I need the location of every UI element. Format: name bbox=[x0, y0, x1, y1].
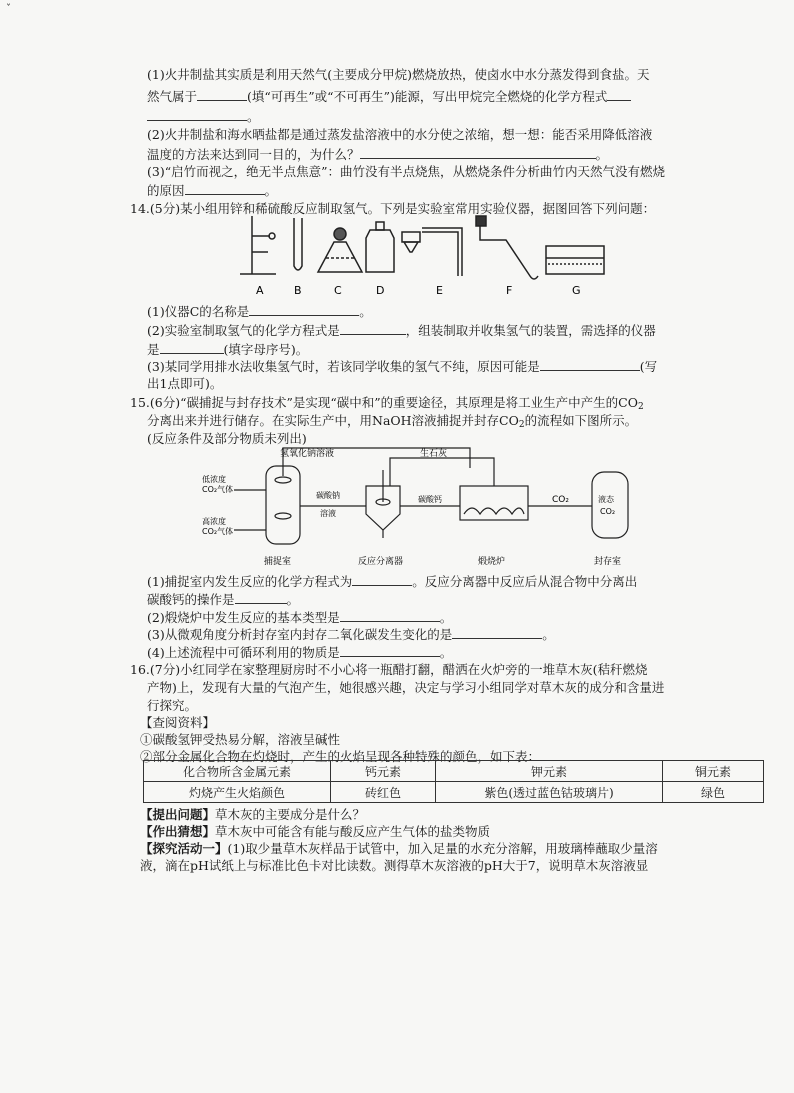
q14-part3-line2: 出1点即可)。 bbox=[147, 376, 223, 391]
q15-sub: 2 bbox=[518, 420, 525, 430]
q15-sub: 2 bbox=[637, 402, 644, 412]
label-liquid-co2: CO₂ bbox=[600, 507, 616, 516]
answer-blank[interactable] bbox=[340, 643, 440, 657]
q14-text: (1)仪器C的名称是 bbox=[147, 304, 250, 319]
label-co2: CO₂ bbox=[552, 495, 569, 505]
q14-header: 14.(5分)某小组用锌和稀硫酸反应制取氢气。下列是实验室常用实验仪器，据图回答下列问题： bbox=[130, 201, 656, 216]
q16-info-title: 【查阅资料】 bbox=[140, 715, 216, 730]
q16-activity1-line2: 液，滴在pH试纸上与标准比色卡对比读数。测得草木灰溶液的pH大于7，说明草木灰溶液显 bbox=[140, 858, 649, 873]
q15-text: 15.(6分)“碳捕捉与封存技术”是实现“碳中和”的重要途径，其原理是将工业生产中产生的CO bbox=[130, 395, 638, 410]
q13-text: 。 bbox=[264, 183, 278, 198]
apparatus-label-f: F bbox=[506, 284, 513, 297]
q15-part4 bbox=[147, 643, 452, 662]
label-liquid: 液态 bbox=[598, 495, 614, 504]
apparatus-label-a: A bbox=[256, 284, 264, 297]
answer-blank[interactable] bbox=[185, 181, 265, 195]
q15-text: 碳酸钙的操作是 bbox=[147, 592, 235, 607]
table-cell: 铜元素 bbox=[663, 761, 764, 782]
q15-text: 。 bbox=[439, 610, 453, 625]
q15-text: (1)捕捉室内发生反应的化学方程式为 bbox=[147, 574, 353, 589]
label-low-co2-gas: CO₂气体 bbox=[202, 485, 234, 494]
label-lime: 生石灰 bbox=[420, 449, 448, 459]
q13-part3-line2 bbox=[147, 181, 277, 200]
q15-text: (3)从微观角度分析封存室内封存二氧化碳发生变化的是 bbox=[147, 627, 453, 642]
q16-guess bbox=[140, 823, 490, 841]
co2-capture-flow-diagram bbox=[200, 446, 650, 570]
section-tag: 【探究活动一】 bbox=[140, 841, 228, 856]
q13-part2-line2 bbox=[147, 145, 608, 164]
q16-text: 草木灰的主要成分是什么？ bbox=[215, 807, 366, 822]
q15-header-line3: (反应条件及部分物质未列出) bbox=[147, 431, 307, 446]
q13-text: 温度的方法来达到同一目的，为什么？ bbox=[147, 147, 360, 162]
q14-part1 bbox=[147, 302, 372, 321]
q13-part1-line2 bbox=[147, 87, 631, 106]
test-tube-icon bbox=[294, 218, 302, 270]
q13-text: (填“可再生”或“不可再生”)能源，写出甲烷完全燃烧的化学方程式 bbox=[247, 89, 608, 104]
label-reaction-separator: 反应分离器 bbox=[358, 557, 404, 567]
table-row bbox=[144, 761, 764, 782]
answer-blank[interactable] bbox=[340, 321, 406, 335]
label-naoh: 氢氧化钠溶液 bbox=[280, 449, 335, 459]
q16-header-line3: 行探究。 bbox=[147, 698, 198, 713]
table-cell: 钙元素 bbox=[331, 761, 436, 782]
apparatus-label-c: C bbox=[334, 284, 342, 297]
water-trough-icon bbox=[546, 246, 604, 274]
q16-info-1: ①碳酸氢钾受热易分解，溶液呈碱性 bbox=[140, 732, 341, 747]
answer-blank[interactable] bbox=[352, 572, 412, 586]
table-cell: 钾元素 bbox=[436, 761, 663, 782]
q13-part1-line1: (1)火井制盐其实质是利用天然气(主要成分甲烷)燃烧放热，使卤水中水分蒸发得到食盐。天 bbox=[147, 67, 650, 82]
apparatus-label-g: G bbox=[572, 284, 581, 297]
q15-text: (4)上述流程中可循环利用的物质是 bbox=[147, 645, 340, 660]
q16-activity1-line1 bbox=[140, 840, 658, 858]
q15-text: 。 bbox=[439, 645, 453, 660]
label-high-co2: 高浓度 bbox=[202, 517, 226, 526]
table-cell: 灼烧产生火焰颜色 bbox=[144, 782, 331, 803]
q15-text: 。反应分离器中反应后从混合物中分离出 bbox=[412, 574, 638, 589]
q16-text: 草木灰中可能含有能与酸反应产生气体的盐类物质 bbox=[215, 824, 491, 839]
q13-part3-line1: (3)“启竹而视之，绝无半点焦意”：曲竹没有半点烧焦，从燃烧条件分析曲竹内天然气没有燃烧 bbox=[147, 164, 665, 179]
q15-text: 。 bbox=[286, 592, 300, 607]
q15-part1-line2 bbox=[147, 590, 299, 609]
answer-blank[interactable] bbox=[197, 87, 247, 101]
q15-text: 分离出来并进行储存。在实际生产中，用NaOH溶液捕捉并封存CO bbox=[147, 413, 519, 428]
label-caco3: 碳酸钙 bbox=[418, 495, 442, 504]
apparatus-label-e: E bbox=[436, 284, 443, 297]
storage-chamber-icon bbox=[592, 472, 628, 538]
label-furnace: 煅烧炉 bbox=[478, 557, 506, 567]
answer-blank[interactable] bbox=[249, 302, 359, 316]
q14-text: ，组装制取并收集氢气的装置，需选择的仪器 bbox=[405, 323, 656, 338]
q14-text: (填字母序号)。 bbox=[223, 342, 309, 357]
q13-part1-line3 bbox=[147, 107, 260, 126]
label-capture-chamber: 捕捉室 bbox=[264, 557, 292, 567]
q16-header-line1: 16.(7分)小红同学在家整理厨房时不小心将一瓶醋打翻，醋洒在火炉旁的一堆草木灰(秸秆燃烧 bbox=[130, 662, 648, 677]
table-cell: 紫色(透过蓝色钴玻璃片) bbox=[436, 782, 663, 803]
q13-text: 的原因 bbox=[147, 183, 185, 198]
q14-text: (3)某同学用排水法收集氢气时，若该同学收集的氢气不纯，原因可能是 bbox=[147, 359, 540, 374]
q15-text: (2)煅烧炉中发生反应的基本类型是 bbox=[147, 610, 340, 625]
q16-text: (1)取少量草木灰样品于试管中，加入足量的水充分溶解，用玻璃棒蘸取少量溶 bbox=[227, 841, 658, 856]
apparatus-label-b: B bbox=[294, 284, 302, 297]
answer-blank[interactable] bbox=[540, 357, 640, 371]
answer-blank[interactable] bbox=[360, 145, 596, 159]
q15-text: 。 bbox=[542, 627, 555, 642]
corner-mark: ˇ bbox=[6, 4, 11, 15]
answer-blank[interactable] bbox=[235, 590, 287, 604]
answer-blank[interactable] bbox=[607, 87, 631, 101]
gas-bottle-icon bbox=[366, 222, 394, 272]
answer-blank[interactable] bbox=[340, 608, 440, 622]
q13-text: 然气属于 bbox=[147, 89, 198, 104]
section-tag: 【提出问题】 bbox=[140, 807, 216, 822]
table-cell: 砖红色 bbox=[331, 782, 436, 803]
bent-tube-icon bbox=[476, 216, 538, 279]
flame-color-table bbox=[143, 760, 764, 803]
q16-info-2: ②部分金属化合物在灼烧时，产生的火焰呈现各种特殊的颜色，如下表： bbox=[140, 749, 541, 764]
q15-part3 bbox=[147, 625, 555, 644]
separatory-funnel-icon bbox=[402, 232, 420, 252]
answer-blank[interactable] bbox=[147, 107, 247, 121]
lab-apparatus-figure bbox=[230, 212, 620, 300]
alcohol-lamp-icon bbox=[318, 228, 362, 272]
delivery-tube-icon bbox=[422, 228, 462, 276]
q16-header-line2: 产物)上，发现有大量的气泡产生，她很感兴趣，决定与学习小组同学对草木灰的成分和含量进 bbox=[147, 680, 665, 695]
iron-stand-icon bbox=[240, 216, 276, 274]
label-na2co3: 碳酸钠 bbox=[316, 491, 340, 500]
calcination-furnace-icon bbox=[460, 486, 528, 520]
q13-text: 。 bbox=[595, 147, 609, 162]
apparatus-label-d: D bbox=[376, 284, 385, 297]
q14-text: 是 bbox=[147, 342, 160, 357]
q15-text: 的流程如下图所示。 bbox=[524, 413, 638, 428]
q13-part2-line1: (2)火井制盐和海水晒盐都是通过蒸发盐溶液中的水分使之浓缩，想一想：能否采用降低溶液 bbox=[147, 127, 653, 142]
section-tag: 【作出猜想】 bbox=[140, 824, 216, 839]
q13-text: 。 bbox=[247, 109, 260, 124]
table-cell: 化合物所含金属元素 bbox=[144, 761, 331, 782]
label-storage: 封存室 bbox=[594, 557, 622, 567]
table-cell: 绿色 bbox=[663, 782, 764, 803]
label-high-co2-gas: CO₂气体 bbox=[202, 527, 234, 536]
capture-chamber-icon bbox=[266, 466, 300, 544]
q14-part2-line1 bbox=[147, 321, 656, 340]
label-na2co3-solution: 溶液 bbox=[320, 509, 336, 518]
q15-part1-line1 bbox=[147, 572, 637, 591]
answer-blank[interactable] bbox=[160, 340, 224, 354]
q14-text: (2)实验室制取氢气的化学方程式是 bbox=[147, 323, 340, 338]
label-low-co2: 低浓度 bbox=[202, 475, 226, 484]
answer-blank[interactable] bbox=[452, 625, 542, 639]
q14-part3-line1 bbox=[147, 357, 657, 376]
table-row bbox=[144, 782, 764, 803]
q14-text: (写 bbox=[639, 359, 658, 374]
q16-question bbox=[140, 806, 365, 824]
q14-text: 。 bbox=[359, 304, 372, 319]
